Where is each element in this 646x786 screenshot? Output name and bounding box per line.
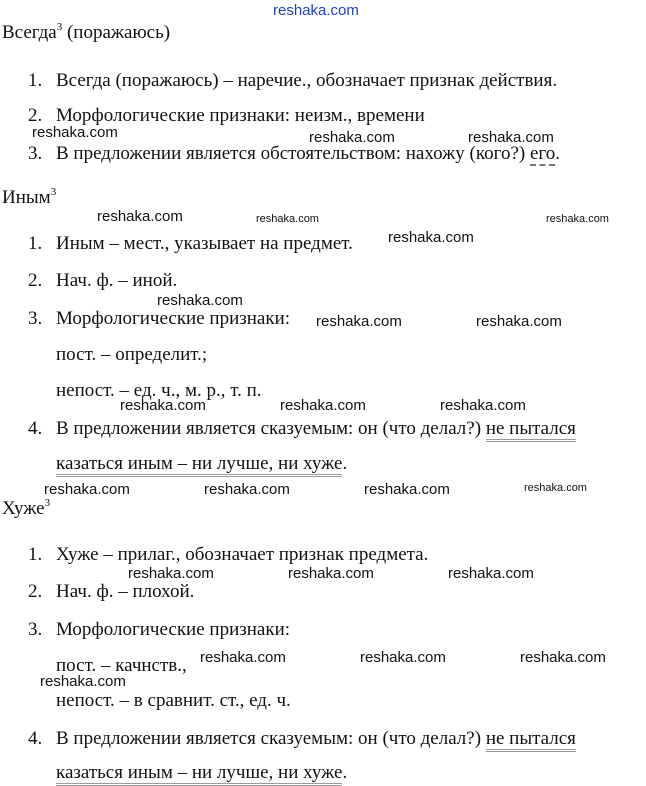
watermark: reshaka.com	[468, 129, 554, 146]
watermark: reshaka.com	[448, 565, 534, 582]
item-text: Морфологические признаки:	[56, 308, 291, 329]
predicate-underline: не пытался	[486, 418, 576, 442]
watermark: reshaka.com	[40, 673, 126, 690]
watermark: reshaka.com	[256, 213, 319, 225]
predicate-underline: казаться иным – ни лучше, ни хуже	[56, 453, 342, 477]
item-text: Нач. ф. – иной.	[56, 270, 178, 291]
item-subtext: пост. – определит.;	[56, 344, 208, 365]
watermark: reshaka.com	[157, 292, 243, 309]
item-text: Хуже – прилаг., обозначает признак предмета.	[56, 544, 429, 565]
item-text	[56, 418, 576, 440]
watermark: reshaka.com	[200, 649, 286, 666]
watermark: reshaka.com	[360, 649, 446, 666]
item-number: 4.	[28, 728, 43, 749]
item-text: Всегда (поражаюсь) – наречие., обозначает признак действия.	[56, 70, 558, 91]
item-number: 3.	[28, 619, 43, 640]
heading-sup: 3	[50, 186, 57, 198]
heading-word: Хуже	[2, 498, 45, 519]
section-heading-khuzhe	[2, 498, 50, 520]
predicate-underline: не пытался	[486, 728, 576, 752]
item-text-after: .	[342, 762, 348, 783]
section-heading-inym	[2, 187, 56, 209]
item-number: 2.	[28, 270, 43, 291]
watermark: reshaka.com	[388, 229, 474, 246]
item-text-before: В предложении является сказуемым: он (что делал?)	[56, 728, 482, 749]
item-number: 1.	[28, 544, 43, 565]
watermark: reshaka.com	[316, 313, 402, 330]
item-subtext: непост. – в сравнит. ст., ед. ч.	[56, 690, 291, 711]
item-number: 1.	[28, 70, 43, 91]
item-text: Морфологические признаки:	[56, 619, 291, 640]
predicate-underline: казаться иным – ни лучше, ни хуже	[56, 762, 342, 786]
item-text: Нач. ф. – плохой.	[56, 581, 195, 602]
object-underline: его	[529, 143, 556, 164]
item-number: 2.	[28, 105, 43, 126]
heading-note: (поражаюсь)	[66, 22, 171, 43]
watermark: reshaka.com	[204, 481, 290, 498]
item-text-after: .	[555, 143, 560, 164]
item-number: 2.	[28, 581, 43, 602]
item-subtext: непост. – ед. ч., м. р., т. п.	[56, 380, 262, 401]
section-heading-vsegda	[2, 22, 170, 44]
item-text-before: В предложении является сказуемым: он (что делал?)	[56, 418, 482, 439]
item-number: 4.	[28, 418, 43, 439]
watermark: reshaka.com	[364, 481, 450, 498]
item-text	[56, 728, 576, 750]
watermark: reshaka.com	[280, 397, 366, 414]
item-text: Морфологические признаки: неизм., времени	[56, 105, 425, 126]
item-number: 3.	[28, 308, 43, 329]
item-text-continued	[56, 762, 347, 784]
watermark: reshaka.com	[128, 565, 214, 582]
item-number: 1.	[28, 233, 43, 254]
watermark: reshaka.com	[32, 124, 118, 141]
item-text: Иным – мест., указывает на предмет.	[56, 233, 353, 254]
heading-sup: 3	[44, 497, 51, 509]
watermark: reshaka.com	[44, 481, 130, 498]
watermark: reshaka.com	[546, 213, 609, 225]
item-text-before: В предложении является обстоятельством: нахожу (кого?)	[56, 143, 526, 164]
watermark: reshaka.com	[97, 208, 183, 225]
watermark: reshaka.com	[309, 129, 395, 146]
item-text-continued	[56, 453, 347, 475]
heading-word: Всегда	[2, 22, 57, 43]
heading-word: Иным	[2, 187, 51, 208]
item-number: 3.	[28, 143, 43, 164]
watermark: reshaka.com	[288, 565, 374, 582]
watermark: reshaka.com	[476, 313, 562, 330]
item-text-after: .	[342, 453, 348, 474]
item-subtext: пост. – качнств.,	[56, 655, 187, 676]
item-text	[56, 143, 560, 165]
watermark: reshaka.com	[440, 397, 526, 414]
watermark: reshaka.com	[524, 482, 587, 494]
watermark-top: reshaka.com	[273, 2, 359, 19]
watermark: reshaka.com	[120, 397, 206, 414]
heading-sup: 3	[56, 21, 63, 33]
watermark: reshaka.com	[520, 649, 606, 666]
